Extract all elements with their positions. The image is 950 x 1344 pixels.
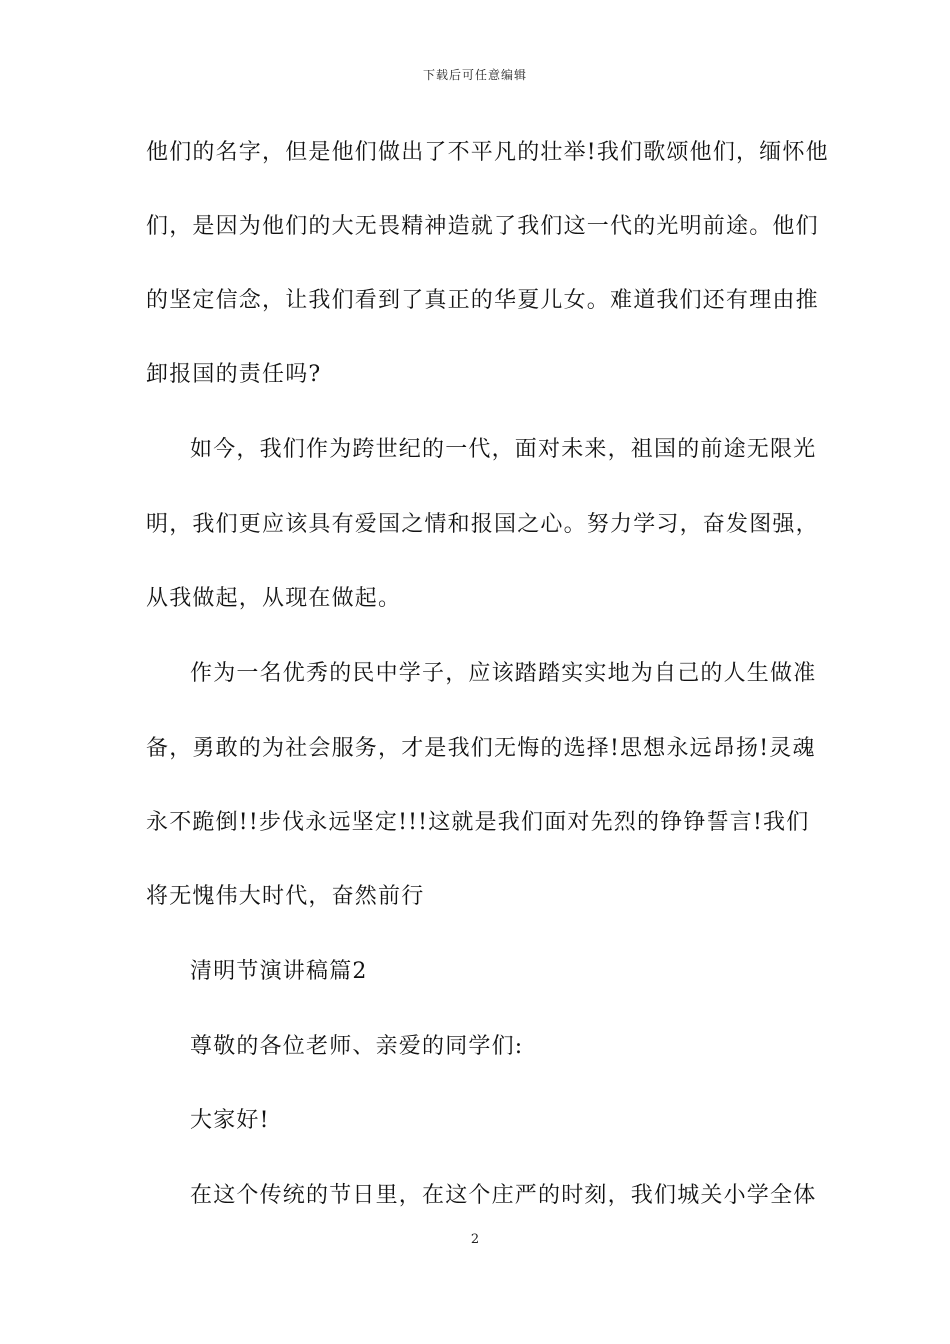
page-number: 2 [470, 1232, 480, 1247]
body-line: 的坚定信念，让我们看到了真正的华夏儿女。难道我们还有理由推 [146, 288, 819, 313]
page-header: 下载后可任意编辑 [422, 68, 527, 82]
greeting: 大家好! [190, 1108, 270, 1133]
body-line: 他们的名字，但是他们做出了不平凡的壮举!我们歌颂他们，缅怀他 [146, 140, 829, 165]
section-title: 清明节演讲稿篇2 [190, 959, 368, 984]
body-line: 永不跪倒!!步伐永远坚定!!!这就是我们面对先烈的铮铮誓言!我们 [146, 810, 810, 835]
body-line: 作为一名优秀的民中学子，应该踏踏实实地为自己的人生做准 [190, 661, 817, 686]
body-line: 们，是因为他们的大无畏精神造就了我们这一代的光明前途。他们 [146, 214, 819, 239]
body-line: 从我做起，从现在做起。 [146, 586, 402, 611]
body-line: 明，我们更应该具有爱国之情和报国之心。努力学习，奋发图强， [146, 512, 819, 537]
salutation: 尊敬的各位老师、亲爱的同学们: [190, 1034, 524, 1059]
body-line: 卸报国的责任吗? [146, 362, 322, 387]
body-line: 将无愧伟大时代，奋然前行 [146, 884, 425, 909]
body-line: 备，勇敢的为社会服务，才是我们无悔的选择!思想永远昂扬!灵魂 [146, 736, 816, 761]
body-line: 在这个传统的节日里，在这个庄严的时刻，我们城关小学全体 [190, 1183, 817, 1208]
body-line: 如今，我们作为跨世纪的一代，面对未来，祖国的前途无限光 [190, 437, 817, 462]
